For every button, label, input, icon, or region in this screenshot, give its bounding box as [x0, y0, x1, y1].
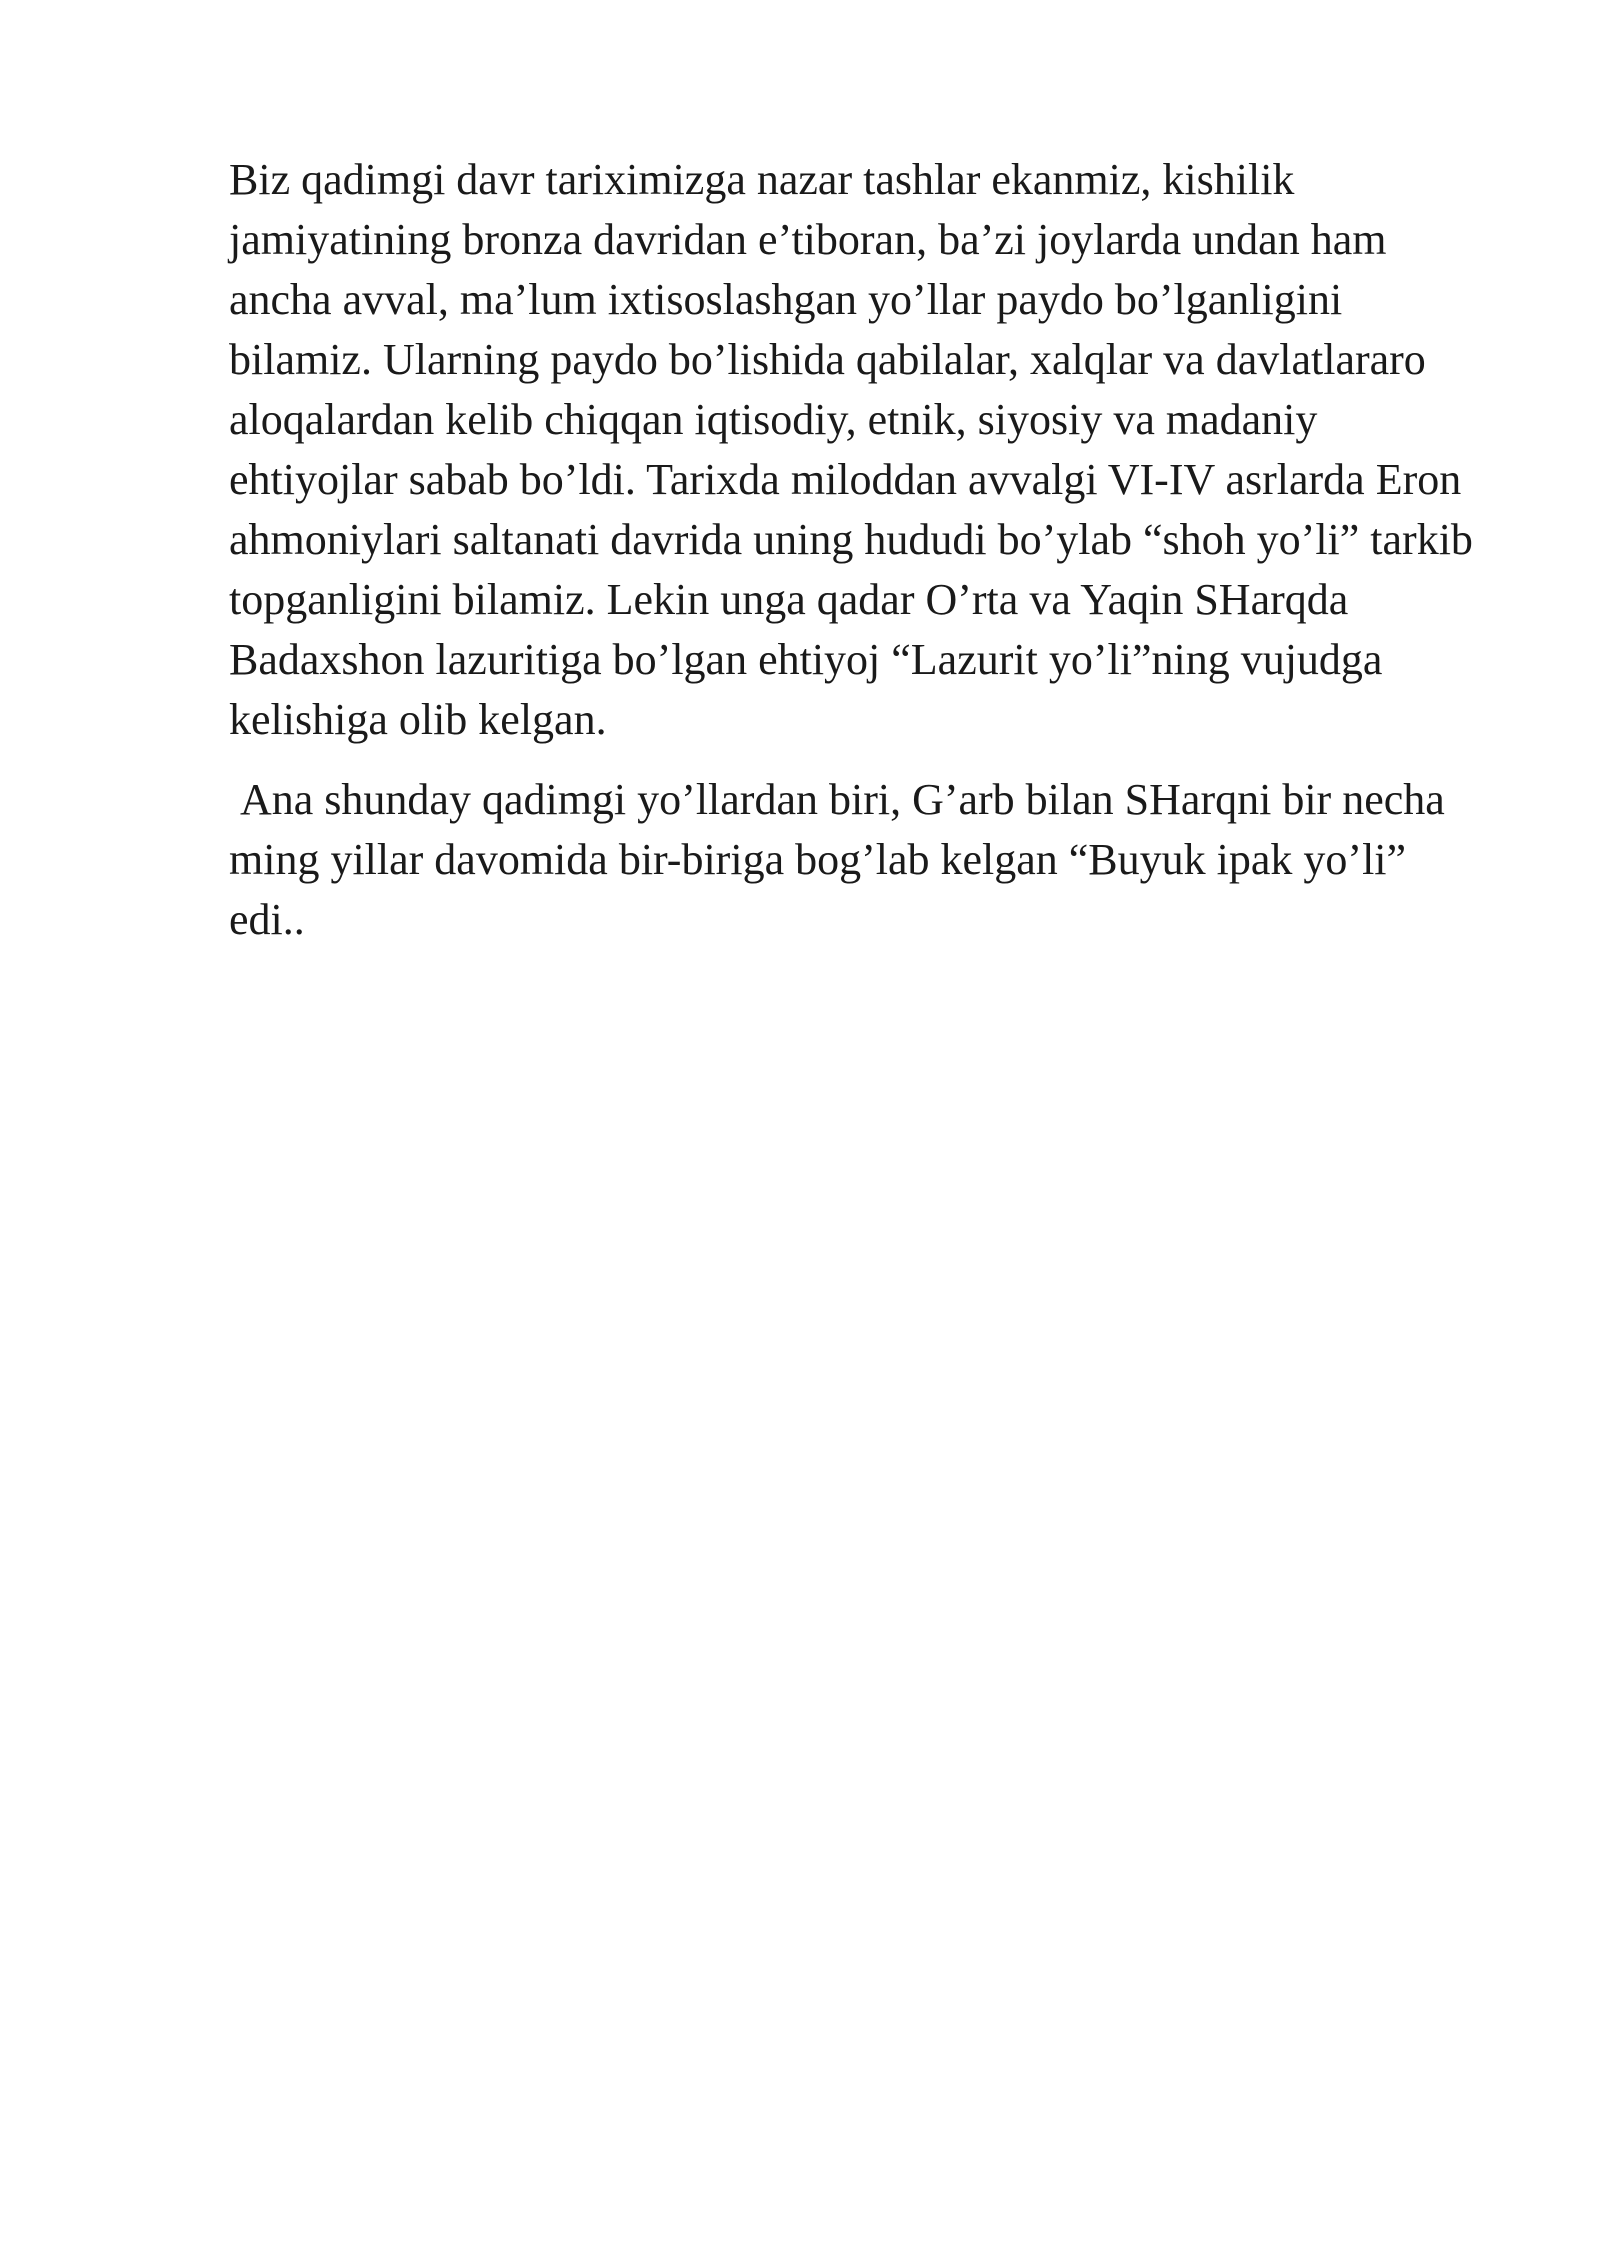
document-body	[229, 150, 1479, 950]
paragraph-1: Biz qadimgi davr tariximizga nazar tashlar ekanmiz, kishilik jamiyatining bronza davridan e’tiboran, ba’zi joylarda undan ham ancha avval, ma’lum ixtisoslashgan yo’llar paydo bo’lganligini bilamiz. Ularning paydo bo’lishida qabilalar, xalqlar va davlatlararo aloqalardan kelib chiqqan iqtisodiy, etnik, siyosiy va madaniy ehtiyojlar sabab bo’ldi. Tarixda miloddan avvalgi VI-IV asrlarda Eron ahmoniylari saltanati davrida uning hududi bo’ylab “shoh yo’li” tarkib topganligini bilamiz. Lekin unga qadar O’rta va Yaqin SHarqda Badaxshon lazuritiga bo’lgan ehtiyoj “Lazurit yo’li”ning vujudga kelishiga olib kelgan.	[229, 155, 1473, 744]
paragraph-2: Ana shunday qadimgi yo’llardan biri, G’arb bilan SHarqni bir necha ming yillar davomida bir-biriga bog’lab kelgan “Buyuk ipak yo’li” edi..	[229, 775, 1456, 944]
